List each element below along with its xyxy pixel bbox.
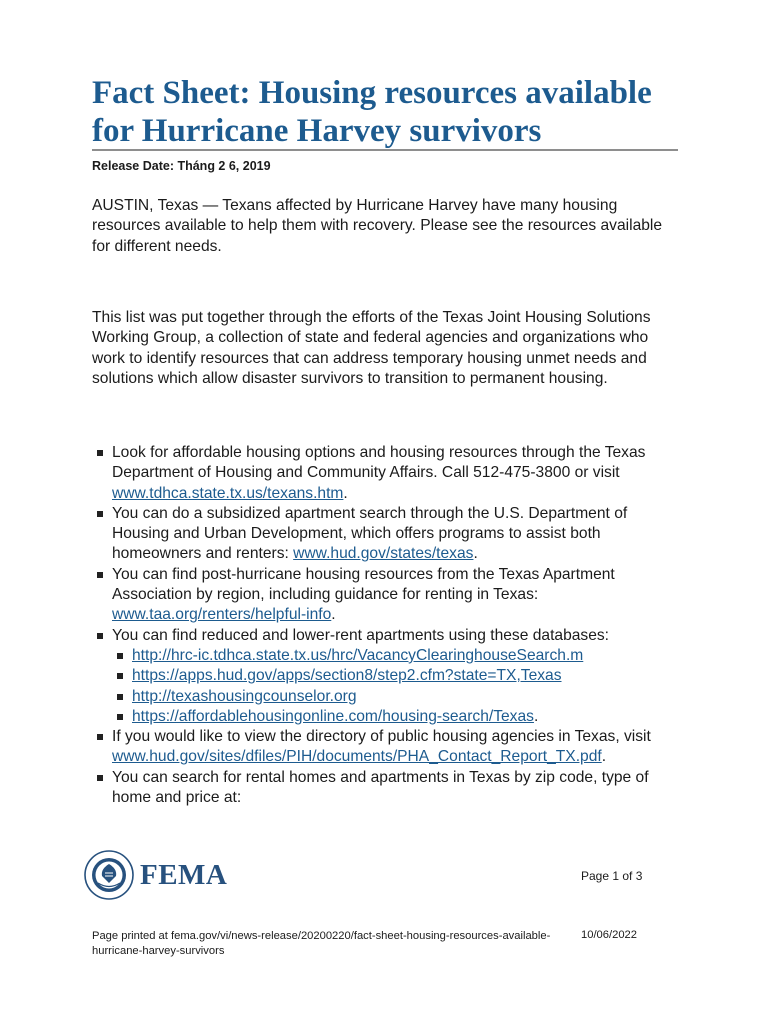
list-item-text: You can find post-hurricane housing resources from the Texas Apartment Association by region, including guidance for renting in Texas:: [112, 565, 615, 604]
bullet-icon: [97, 572, 103, 578]
sublist-item: [112, 646, 682, 666]
list-item-text: If you would like to view the directory of public housing agencies in Texas, visit: [112, 728, 651, 746]
release-date: Release Date: Tháng 2 6, 2019: [92, 159, 271, 173]
print-date: 10/06/2022: [581, 929, 637, 941]
pha-report-link[interactable]: www.hud.gov/sites/dfiles/PIH/documents/PHA_Contact_Report_TX.pdf: [112, 748, 602, 766]
list-item-text: You can search for rental homes and apartments in Texas by zip code, type of home and price at:: [112, 768, 649, 807]
hud-section8-link[interactable]: https://apps.hud.gov/apps/section8/step2.cfm?state=TX,Texas: [132, 667, 562, 685]
texas-housing-counselor-link[interactable]: http://texashousingcounselor.org: [132, 687, 357, 705]
bullet-icon: [117, 714, 123, 720]
page-number: Page 1 of 3: [581, 869, 643, 883]
bullet-icon: [97, 511, 103, 517]
hrc-vacancy-link[interactable]: http://hrc-ic.tdhca.state.tx.us/hrc/VacancyClearinghouseSearch.m: [132, 646, 584, 664]
list-item: [92, 727, 682, 768]
intro-paragraph: AUSTIN, Texas — Texans affected by Hurricane Harvey have many housing resources available to help them with recovery. Please see the resources available for different needs.: [92, 197, 663, 255]
list-item: [92, 768, 682, 809]
sublist-item: [112, 666, 682, 686]
sublist-item: [112, 707, 682, 727]
bullet-icon: [97, 775, 103, 781]
list-item: [92, 504, 682, 565]
list-item-suffix: .: [533, 707, 539, 725]
printed-url: Page printed at fema.gov/vi/news-release/20200220/fact-sheet-housing-resources-available-hurricane-harvey-survivors: [92, 930, 551, 957]
fema-logo: [84, 850, 234, 902]
bullet-icon: [117, 653, 123, 659]
list-item-suffix: .: [473, 545, 478, 563]
database-sublist: [112, 646, 682, 727]
resource-list: [92, 443, 682, 808]
page-title: Fact Sheet: Housing resources available for Hurricane Harvey survivors: [92, 75, 652, 149]
taa-link[interactable]: www.taa.org/renters/helpful-info: [112, 606, 332, 624]
bullet-icon: [97, 734, 103, 740]
bullet-icon: [97, 633, 103, 639]
bullet-icon: [117, 673, 123, 679]
list-item-text: Look for affordable housing options and housing resources through the Texas Department of Housing and Community Affairs. Call 512-475-3800 or visit: [112, 444, 646, 482]
working-group-paragraph: This list was put together through the efforts of the Texas Joint Housing Solutions Working Group, a collection of state and federal agencies and organizations who work to identify resources that can address temporary housing unmet needs and solutions which allow disaster survivors to transition to permanent housing.: [92, 309, 651, 387]
list-item-suffix: .: [601, 748, 607, 766]
fema-wordmark: FEMA: [140, 859, 228, 891]
bullet-icon: [117, 694, 123, 700]
bullet-icon: [97, 450, 103, 456]
title-divider: [92, 149, 678, 151]
list-item: [92, 565, 682, 626]
list-item-suffix: .: [343, 484, 348, 502]
tdhca-link[interactable]: www.tdhca.state.tx.us/texans.htm: [112, 484, 344, 502]
list-item: [92, 443, 682, 504]
list-item-text: You can find reduced and lower-rent apartments using these databases:: [112, 626, 610, 644]
list-item-suffix: .: [331, 606, 336, 624]
sublist-item: [112, 687, 682, 707]
list-item-text: You can do a subsidized apartment search through the U.S. Department of Housing and Urban Development, which offers programs to assist both homeowners and renters:: [112, 504, 628, 563]
hud-texas-link[interactable]: www.hud.gov/states/texas: [293, 545, 474, 563]
list-item: [92, 626, 682, 727]
dhs-seal-icon: [84, 850, 134, 900]
affordable-housing-online-link[interactable]: https://affordablehousingonline.com/housing-search/Texas: [132, 707, 534, 725]
